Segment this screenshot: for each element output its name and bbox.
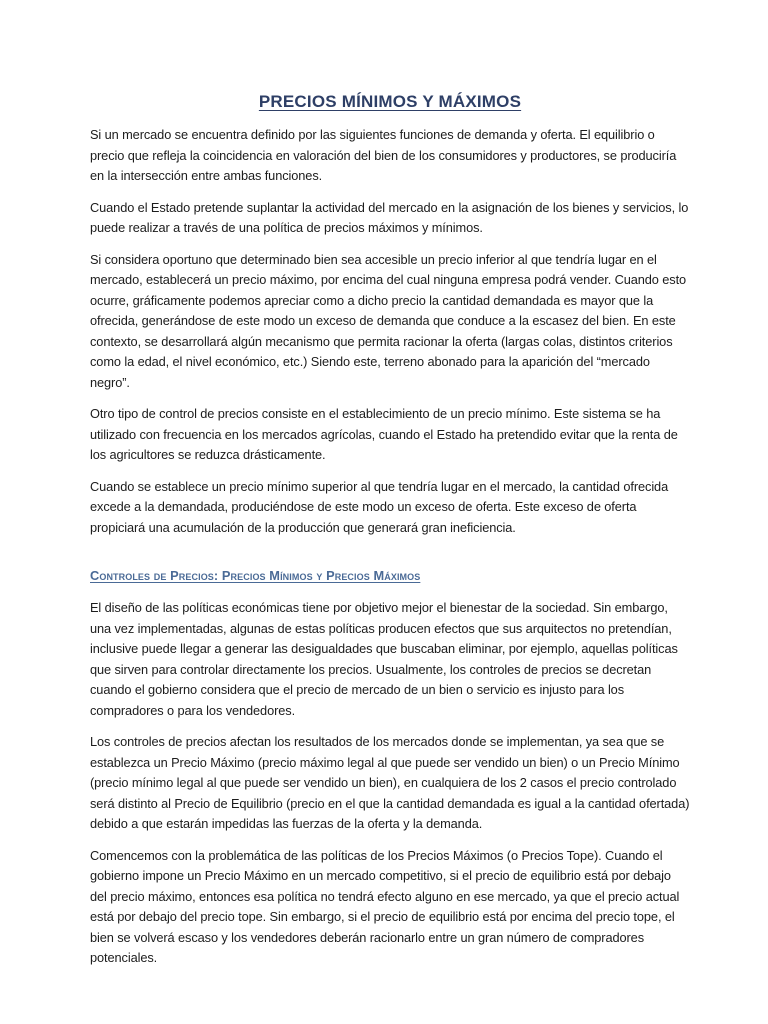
paragraph-exceso-oferta: Cuando se establece un precio mínimo superior al que tendría lugar en el mercado, la cantidad ofrecida excede a la demandada, produciéndose de este modo un exceso de oferta. Este exceso de oferta propiciará una acumulación de la producción que generará gran ineficiencia.: [90, 478, 669, 535]
paragraph-controles-precios: Los controles de precios afectan los resultados de los mercados donde se implementan, ya sea que se establezca un Precio Máximo (precio máximo legal al que puede ser vendido un bien) o un Precio Mínimo (precio mínimo legal al que puede ser vendido un bien), en cualquiera de los 2 casos el precio controlado será distinto al Precio de Equilibrio (precio en el que la cantidad demandada es igual a la cantidad ofertada) debido a que estarán impedidas las fuerzas de la oferta y la demanda.: [90, 734, 690, 831]
document-title: PRECIOS MÍNIMOS Y MÁXIMOS: [258, 92, 522, 111]
section-subheading: Controles de Precios: Precios Mínimos y Precios Máximos: [90, 568, 421, 583]
paragraph-precios-maximos: Comencemos con la problemática de las políticas de los Precios Máximos (o Precios Tope). Cuando el gobierno impone un Precio Máximo en un mercado competitivo, si el precio de equilibrio está por debajo del precio máximo, entonces esa política no tendrá efecto alguno en ese mercado, ya que el precio actual está por debajo del precio tope. Sin embargo, si el precio de equilibrio está por encima del precio tope, el bien se volverá escaso y los vendedores deberán racionarlo entre un gran número de compradores potenciales.: [90, 847, 680, 965]
paragraph-precio-maximo: Si considera oportuno que determinado bien sea accesible un precio inferior al que tendría lugar en el mercado, establecerá un precio máximo, por encima del cual ninguna empresa podrá vender. Cuando esto ocurre, gráficamente podemos apreciar como a dicho precio la cantidad demandada es mayor que la ofrecida, generándose de este modo un exceso de demanda que conduce a la escasez del bien. En este contexto, se desarrollará algún mecanismo que permita racionar la oferta (largas colas, distintos criterios como la edad, el nivel económico, etc.) Siendo este, terreno abonado para la aparición del “mercado negro”.: [90, 251, 687, 390]
paragraph-precio-minimo: Otro tipo de control de precios consiste en el establecimiento de un precio mínimo. Este sistema se ha utilizado con frecuencia en los mercados agrícolas, cuando el Estado ha pretendido evitar que la renta de los agricultores se reduzca drásticamente.: [90, 406, 678, 462]
paragraph-diseno-politicas: El diseño de las políticas económicas tiene por objetivo mejor el bienestar de la sociedad. Sin embargo, una vez implementadas, algunas de estas políticas producen efectos que sus arquitectos no pretendían, inclusive puede llegar a generar las desigualdades que buscaban eliminar, por ejemplo, aquellas políticas que sirven para controlar directamente los precios. Usualmente, los controles de precios se decretan cuando el gobierno considera que el precio de mercado de un bien o servicio es injusto para los compradores o para los vendedores.: [90, 600, 678, 718]
paragraph-estado: Cuando el Estado pretende suplantar la actividad del mercado en la asignación de los bienes y servicios, lo puede realizar a través de una política de precios máximos y mínimos.: [90, 199, 689, 235]
paragraph-intro: Si un mercado se encuentra definido por las siguientes funciones de demanda y oferta. El equilibrio o precio que refleja la coincidencia en valoración del bien de los consumidores y productores, se produciría en la intersección entre ambas funciones.: [90, 127, 677, 183]
section-spacer: [90, 549, 690, 567]
